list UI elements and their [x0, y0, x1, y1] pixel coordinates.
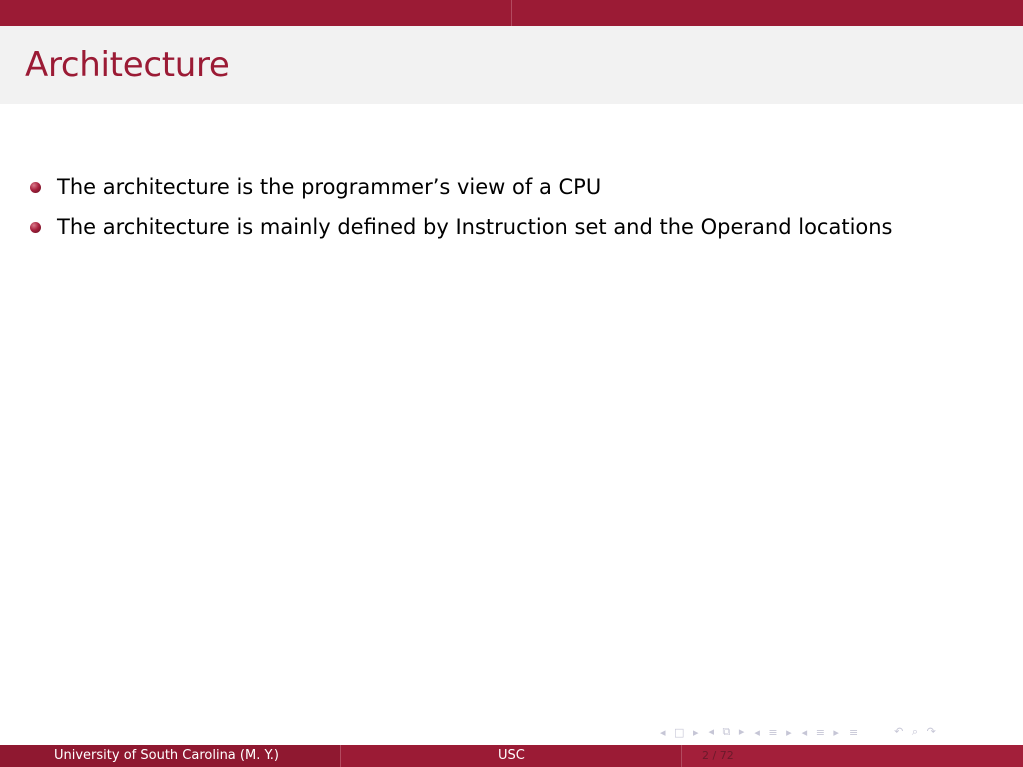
section-icon[interactable]: ≡ — [815, 725, 825, 739]
forward-icon[interactable]: ↷ — [926, 725, 936, 738]
prev-arrow-icon[interactable]: ◂ — [754, 725, 760, 739]
section-nav[interactable] — [754, 726, 796, 739]
frame-nav[interactable] — [660, 726, 703, 739]
appendix-nav[interactable] — [849, 726, 863, 739]
footer-institute-box — [341, 745, 681, 767]
bullet-ball-icon — [30, 222, 41, 233]
header-bar — [0, 0, 1023, 26]
next-arrow-icon[interactable]: ▸ — [786, 725, 792, 739]
section-icon[interactable]: ≡ — [768, 725, 778, 739]
frame-icon[interactable]: □ — [674, 725, 685, 739]
subsection-icon[interactable]: ⧉ — [722, 725, 731, 738]
prev-arrow-icon[interactable]: ◂ — [801, 725, 808, 739]
bullet-text: The architecture is the programmer’s view of a CPU — [57, 175, 602, 199]
page-number: 2 / 72 — [702, 749, 734, 762]
footer-bar — [0, 745, 1023, 767]
footer-author: University of South Carolina (M. Y.) — [54, 748, 279, 763]
beamer-navigation — [660, 724, 1015, 740]
list-item — [30, 214, 893, 254]
bullet-ball-icon — [30, 182, 41, 193]
prev-arrow-icon[interactable]: ◂ — [660, 725, 666, 739]
footer-institute: USC — [498, 748, 525, 763]
search-icon[interactable]: ⌕ — [911, 725, 919, 738]
frame-title: Architecture — [25, 45, 230, 85]
back-icon[interactable]: ↶ — [894, 725, 904, 738]
search-nav[interactable] — [894, 725, 941, 739]
align-icon[interactable]: ≡ — [848, 725, 859, 739]
subsection-nav[interactable] — [708, 725, 749, 739]
part-nav[interactable] — [802, 726, 844, 739]
next-arrow-icon[interactable]: ▸ — [692, 725, 699, 739]
footer-author-box — [0, 745, 340, 767]
bullet-text: The architecture is mainly defined by Instruction set and the Operand locations — [57, 215, 893, 239]
next-arrow-icon[interactable]: ▸ — [833, 725, 839, 739]
next-arrow-icon[interactable]: ▸ — [738, 725, 745, 738]
list-item — [30, 174, 893, 214]
prev-arrow-icon[interactable]: ◂ — [708, 725, 714, 738]
bullet-list — [30, 174, 893, 254]
header-divider — [511, 0, 512, 26]
footer-page-box — [682, 745, 1023, 767]
